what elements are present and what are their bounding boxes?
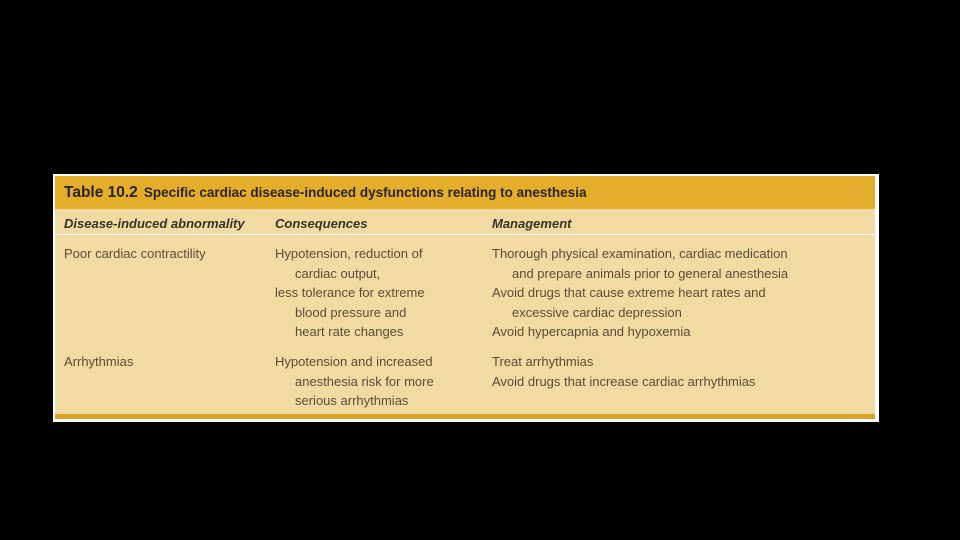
consequences-line: Hypotension and increased [275, 354, 433, 369]
table-title: Specific cardiac disease-induced dysfunctions relating to anesthesia [143, 185, 587, 200]
consequences-line: cardiac output, [295, 265, 381, 281]
row-management-cell [492, 352, 756, 391]
management-line: Treat arrhythmias [492, 354, 594, 369]
table-header-row [55, 209, 875, 235]
consequences-line: serious arrhythmias [295, 393, 409, 408]
table-figure [53, 174, 879, 422]
management-line: Avoid hypercapnia and hypoxemia [492, 324, 691, 339]
header-management: Management [492, 216, 572, 231]
table-caption [55, 176, 875, 209]
row-consequences-cell [275, 244, 425, 342]
row-abnormality-cell [64, 244, 206, 264]
row-consequences-cell [275, 352, 434, 411]
table-number: Table 10.2 [64, 183, 138, 201]
abnormality-text: Poor cardiac contractility [64, 246, 206, 261]
management-line: Thorough physical examination, cardiac medication [492, 246, 788, 261]
consequences-line: heart rate changes [295, 324, 404, 339]
header-abnormality: Disease-induced abnormality [64, 216, 245, 231]
row-management-cell [492, 244, 788, 342]
management-line: Avoid drugs that increase cardiac arrhythmias [492, 373, 756, 389]
consequences-line: less tolerance for extreme [275, 285, 425, 300]
management-line: excessive cardiac depression [512, 304, 682, 320]
management-line: Avoid drugs that cause extreme heart rates and [492, 285, 766, 300]
consequences-line: blood pressure and [295, 304, 407, 320]
consequences-line: anesthesia risk for more [295, 373, 434, 389]
management-line: and prepare animals prior to general anesthesia [512, 265, 789, 281]
abnormality-text: Arrhythmias [64, 354, 134, 369]
header-consequences: Consequences [275, 216, 368, 231]
row-abnormality-cell [64, 352, 133, 372]
bottom-rule [55, 414, 875, 419]
table-body [55, 176, 875, 419]
consequences-line: Hypotension, reduction of [275, 246, 423, 261]
